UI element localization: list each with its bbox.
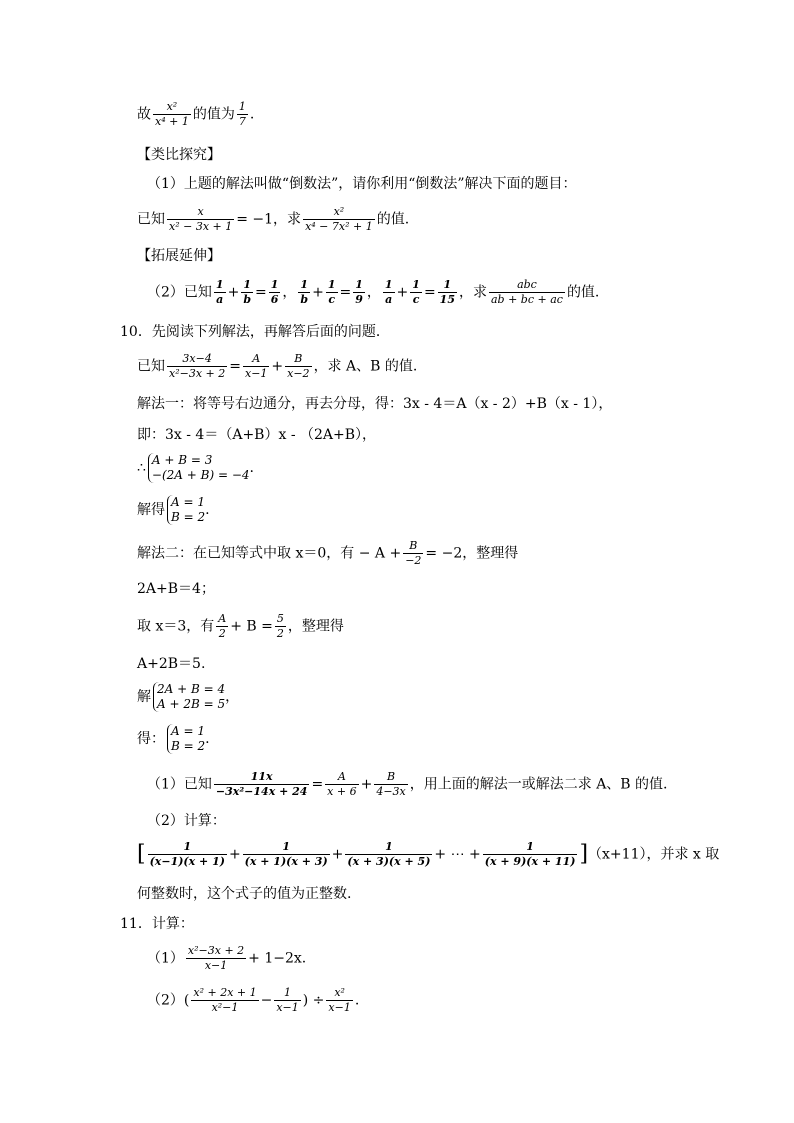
equation-system: ∴ A + B = 3 −(2A + B) = −4 . xyxy=(137,453,254,482)
question-11-title: 11．计算： xyxy=(120,916,194,932)
sub-question-1: （1）已知 $\frac{11x}{\text{−3x²−14x + 24}}$ = $\frac{A}{x + 6}$ + $\frac{B}{4-3x}$ ，用上面的解法一或解法二求 A、B 的值. xyxy=(147,770,668,798)
problem-statement: （1）上题的解法叫做“倒数法”，请你利用“倒数法”解决下面的题目： xyxy=(147,176,577,192)
solution-method-1: 解法一：将等号右边通分，再去分母，得：3x - 4＝A（x - 2）+B（x - 1）， xyxy=(137,396,613,412)
equation-system: 解 2A + B = 4 A + 2B = 5 ， xyxy=(137,682,240,711)
equation-line: 已知 $\frac{3x-4}{\text{x²−3x + 2}}$ = $\frac{A}{x-1}$ + $\frac{B}{x-2}$ ，求 A、B 的值. xyxy=(137,352,418,380)
conclusion-line: 故 $\frac{\text{x²}}{\text{x⁴ + 1}}$ 的值为 $\frac{1}{7}$ . xyxy=(137,100,255,128)
fraction: $\frac{1}{7}$ xyxy=(238,100,246,128)
solution-step: 2A+B＝4； xyxy=(137,581,215,597)
solution-step: 取 x＝3，有 $\frac{A}{2}$ + B = $\frac{5}{2}$ ，整理得 xyxy=(137,612,344,640)
continuation-text: 何整数时，这个式子的值为正整数. xyxy=(137,886,352,902)
equation-line: （2）已知 $\frac{1}{a}$ + $\frac{1}{b}$ = $\frac{1}{6}$ ， $\frac{1}{b}$ + $\frac{1}{c}$ = $\frac{1}{9}$ ， $\frac{1}{a}$ + $\frac{1}{c}$ = $\frac{1}{15}$ ，求 $\frac{\text{abc}}{ab + bc + ac}$ 的值. xyxy=(147,278,600,306)
calc-item-2: （2）( $\frac{\text{x² + 2x + 1}}{\text{x²−1}}$ − $\frac{1}{x-1}$ ) ÷ $\frac{\text{x²}}{x-1}$ . xyxy=(147,986,360,1014)
sub-question-2: （2）计算： xyxy=(147,813,226,829)
fraction: $\frac{x}{\text{x² − 3x + 1}}$ xyxy=(169,205,233,233)
equation-system: 解得 A = 1 B = 2 . xyxy=(137,495,210,524)
section-heading-extension: 【拓展延伸】 xyxy=(137,248,221,264)
solution-step: A+2B＝5. xyxy=(137,656,206,672)
question-10-title: 10．先阅读下列解法，再解答后面的问题． xyxy=(120,324,390,340)
calc-item-1: （1） $\frac{\text{x²−3x + 2}}{x-1}$ + 1−2x. xyxy=(147,944,307,972)
equation-line: 已知 $\frac{x}{\text{x² − 3x + 1}}$ = −1，求 $\frac{\text{x²}}{\text{x⁴ − 7x² + 1}}$ 的值. xyxy=(137,205,410,233)
solution-method-2: 解法二：在已知等式中取 x＝0，有 − A + $\frac{B}{-2}$ = −2，整理得 xyxy=(137,539,519,567)
section-heading-analogy: 【类比探究】 xyxy=(137,147,221,163)
fraction: $\frac{\text{x²}}{\text{x⁴ + 1}}$ xyxy=(155,100,189,128)
solution-step: 即：3x - 4＝（A+B）x - （2A+B）， xyxy=(137,427,377,443)
equation-system: 得： A = 1 B = 2 . xyxy=(137,724,210,753)
sum-expression: [ $\frac{1}{(x-1)(x + 1)}$ + $\frac{1}{(x + 1)(x + 3)}$ + $\frac{1}{(x + 3)(x + 5)}$ + ⋯ + $\frac{1}{(x + 9)(x + 11)}$ ]（x+11），并求 x 取 xyxy=(137,840,720,868)
fraction: $\frac{\text{x²}}{\text{x⁴ − 7x² + 1}}$ xyxy=(305,205,373,233)
